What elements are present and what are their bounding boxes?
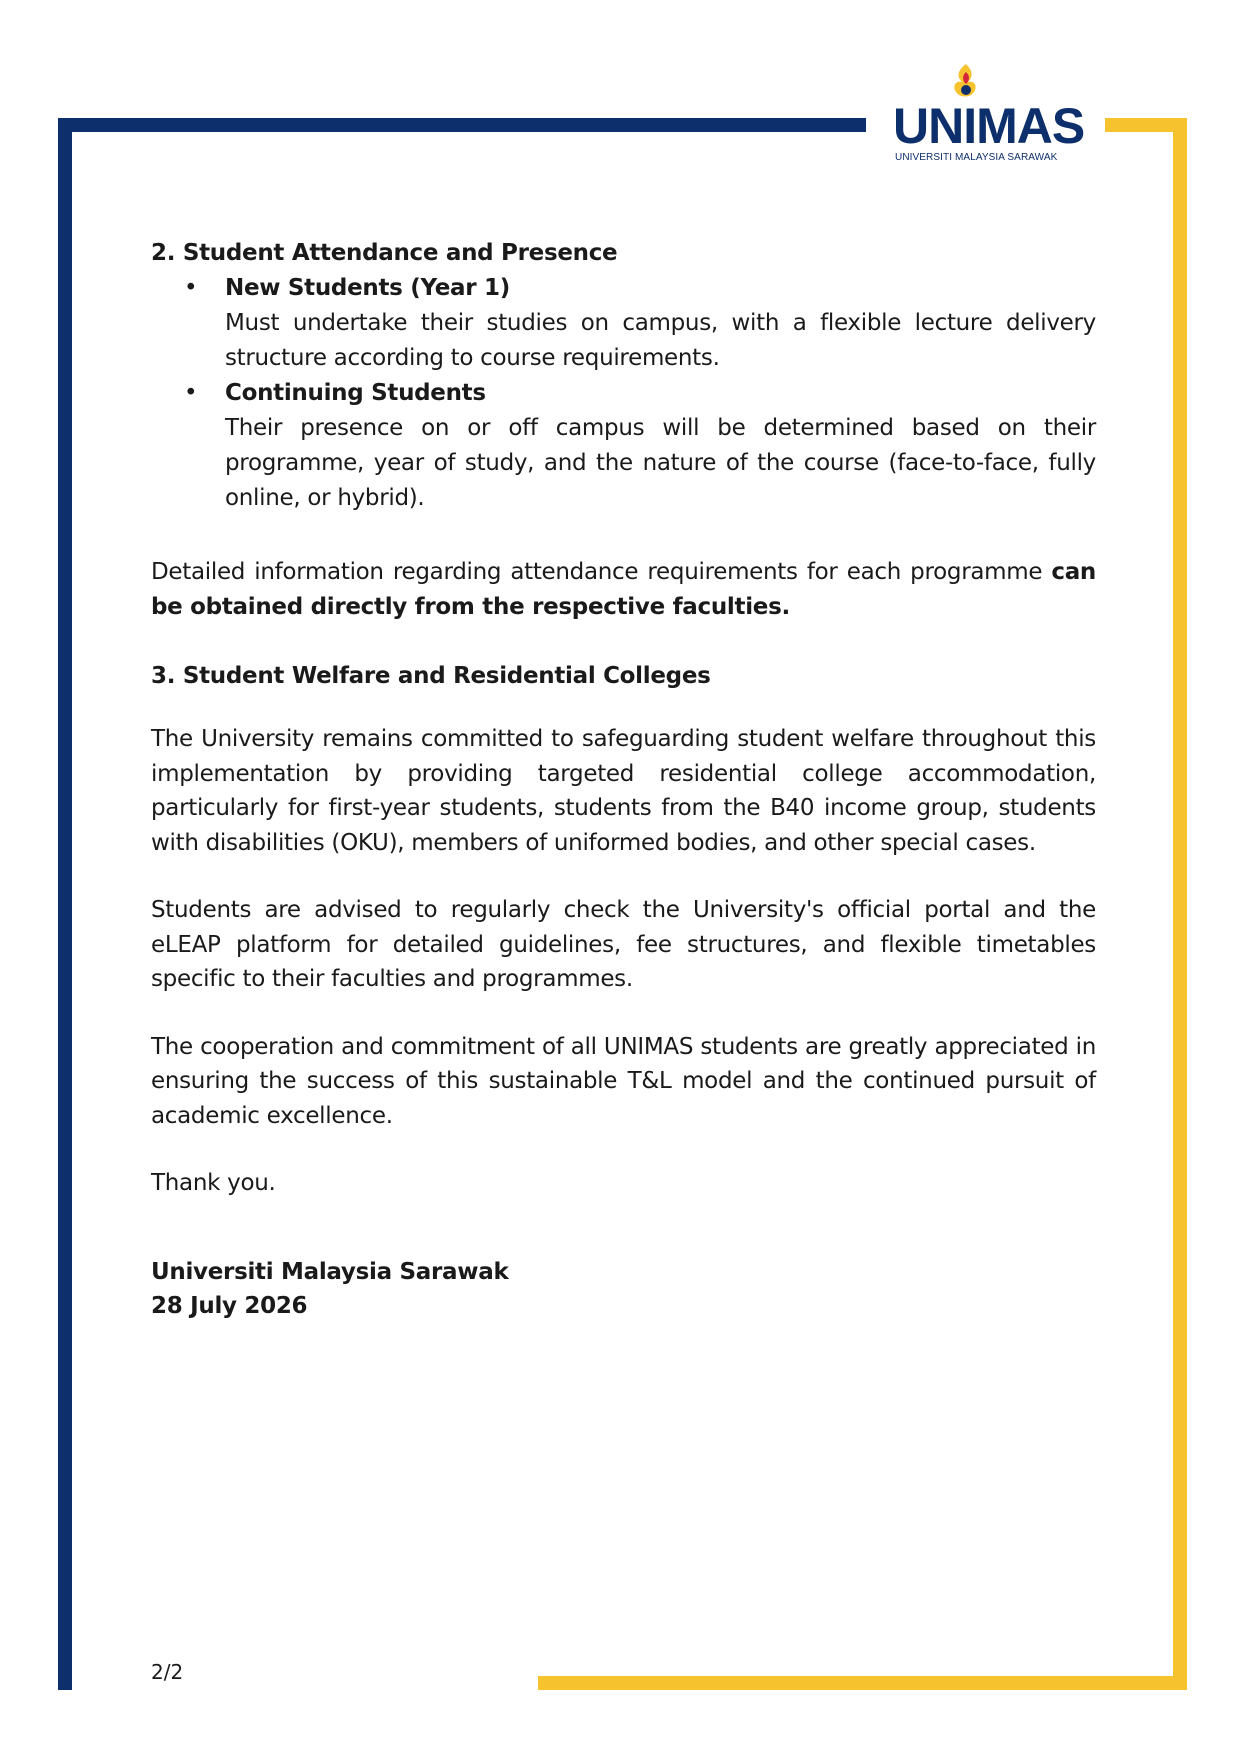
bullet-title: • New Students (Year 1) bbox=[225, 275, 510, 301]
letter-date: 28 July 2026 bbox=[151, 1293, 308, 1319]
list-item-continuing-students bbox=[151, 376, 1096, 516]
frame-bottom-yellow-bar bbox=[538, 1676, 1187, 1690]
logo-wordmark: UNIMAS bbox=[893, 98, 1085, 154]
signatory-name: Universiti Malaysia Sarawak bbox=[151, 1259, 509, 1285]
cooperation-paragraph: The cooperation and commitment of all UNIMAS students are greatly appreciated in ensuring the success of this sustainable T&L model and the continued pursuit of academic excellence. bbox=[151, 1033, 1096, 1129]
frame-right-yellow-bar bbox=[1173, 118, 1187, 1690]
section-2-heading: 2. Student Attendance and Presence bbox=[151, 240, 618, 266]
attendance-bullet-list bbox=[151, 271, 1096, 516]
unimas-logo bbox=[893, 62, 1083, 162]
section-3-heading: 3. Student Welfare and Residential Colleges bbox=[151, 663, 711, 689]
logo-subtitle: UNIVERSITI MALAYSIA SARAWAK bbox=[895, 152, 1058, 163]
advice-paragraph: Students are advised to regularly check the University's official portal and the eLEAP platform for detailed guidelines, fee structures, and flexible timetables specific to their faculties and programmes. bbox=[151, 897, 1096, 992]
page-number: 2/2 bbox=[151, 1660, 184, 1684]
bullet-text: Their presence on or off campus will be determined based on their programme, year of study, and the nature of the course (face-to-face, fully online, or hybrid). bbox=[225, 415, 1096, 511]
letter-body bbox=[151, 236, 1096, 1323]
attendance-info-bold-text: can be obtained directly from the respective faculties. bbox=[151, 559, 1096, 620]
frame-left-blue-bar bbox=[58, 118, 72, 1690]
thanks-line: Thank you. bbox=[151, 1170, 276, 1196]
list-item-new-students bbox=[151, 271, 1096, 376]
frame-top-blue-bar bbox=[58, 118, 866, 132]
bullet-title: • Continuing Students bbox=[225, 380, 486, 406]
welfare-paragraph: The University remains committed to safeguarding student welfare throughout this implementation by providing targeted residential college accommodation, particularly for first-year students, students from the B40 income group, students with disabilities (OKU), members of uniformed bodies, and other special cases. bbox=[151, 726, 1096, 856]
attendance-info-text: Detailed information regarding attendance requirements for each programme bbox=[151, 559, 1052, 585]
attendance-info-paragraph bbox=[151, 555, 1096, 625]
bullet-text: Must undertake their studies on campus, with a flexible lecture delivery structure according to course requirements. bbox=[225, 310, 1096, 371]
